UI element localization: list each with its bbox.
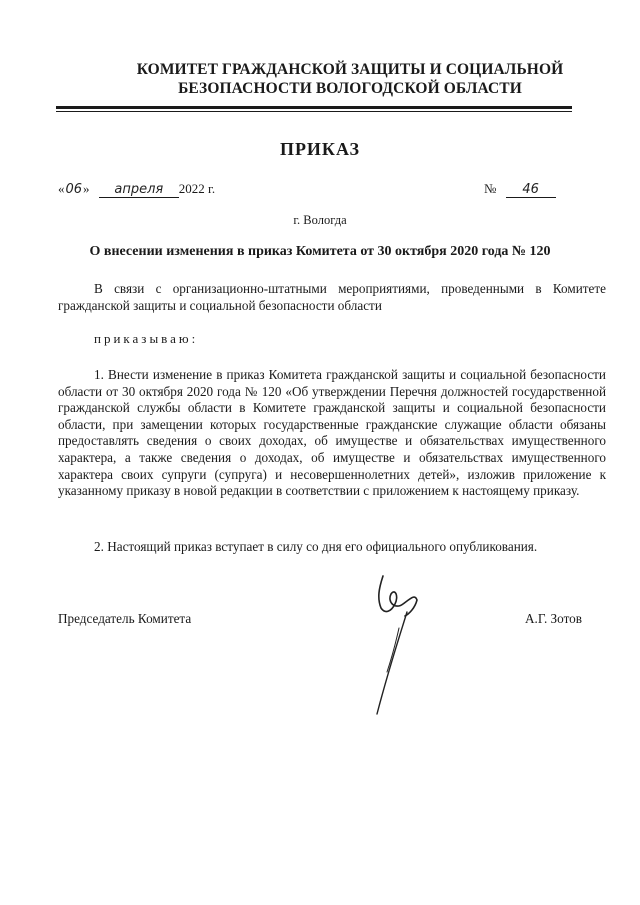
number-value-handwritten: 46 <box>506 182 556 198</box>
date-month-handwritten: апреля <box>99 182 179 198</box>
date-day-handwritten: 06 <box>65 182 83 197</box>
date-open-quote: « <box>58 181 65 196</box>
document-type-title: ПРИКАЗ <box>279 139 361 159</box>
signatory-name: А.Г. Зотов <box>525 611 582 626</box>
document-date <box>58 181 215 198</box>
org-name-line-2: БЕЗОПАСНОСТИ ВОЛОГОДСКОЙ ОБЛАСТИ <box>178 80 522 97</box>
handwritten-signature <box>355 568 435 718</box>
paragraph-order-word: приказываю: <box>94 331 199 346</box>
org-name-line-1: КОМИТЕТ ГРАЖДАНСКОЙ ЗАЩИТЫ И СОЦИАЛЬНОЙ <box>136 61 564 78</box>
date-close-quote: » <box>83 181 90 196</box>
document-city: г. Вологда <box>293 213 347 227</box>
paragraph-intro: В связи с организационно-штатными мероприятиями, проведенными в Комитете гражданской защиты и социальной безопасности области <box>58 281 606 313</box>
header-rule-thick <box>56 106 572 109</box>
document-number <box>484 181 556 198</box>
number-label: № <box>484 181 497 196</box>
paragraph-item-1: 1. Внести изменение в приказ Комитета гражданской защиты и социальной безопасности области от 30 октября 2020 года № 120 «Об утверждении Перечня должностей государственной гражданской службы области в Комитете гражданской защиты и социальной безопасности области, при замещении которых государственные гражданские служащие области обязаны предоставлять сведения о своих доходах, об имуществе и обязательствах имущественного характера, а также сведения о доходах, об имуществе и обязательствах имущественного характера своих супруги (супруга) и несовершеннолетних детей», изложив приложение к указанному приказу в новой редакции в соответствии с приложением к настоящему приказу. <box>58 367 606 499</box>
date-year: 2022 г. <box>178 181 216 196</box>
signatory-position: Председатель Комитета <box>58 611 192 626</box>
organization-header <box>100 60 600 98</box>
paragraph-item-2: 2. Настоящий приказ вступает в силу со дня его официального опубликования. <box>94 539 538 554</box>
document-subject: О внесении изменения в приказ Комитета от 30 октября 2020 года № 120 <box>89 244 551 259</box>
header-rule-thin <box>56 111 572 112</box>
